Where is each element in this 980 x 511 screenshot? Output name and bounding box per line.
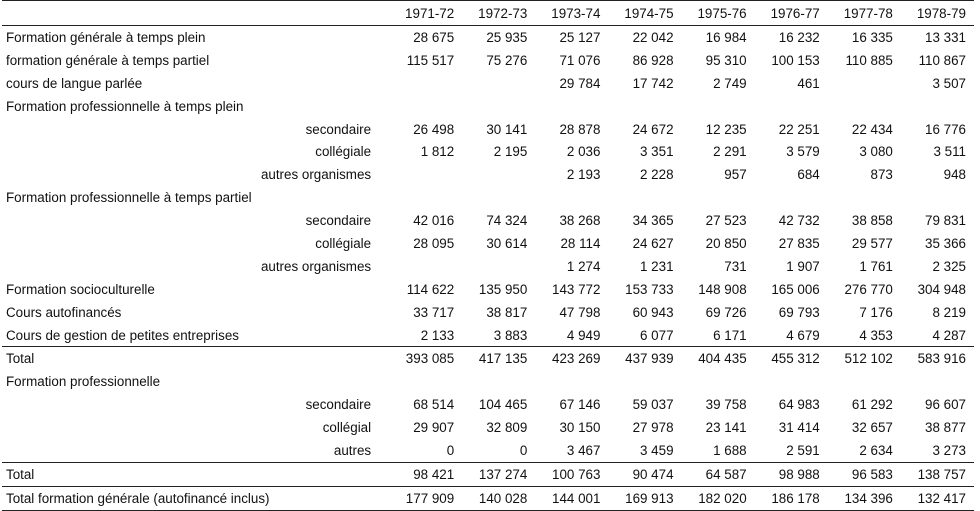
value-cell: 25 935 xyxy=(486,29,528,45)
value-cell: 437 939 xyxy=(608,347,681,370)
value-cell: 16 776 xyxy=(925,121,966,137)
value-cell: 13 331 xyxy=(925,29,966,45)
value-cell: 12 235 xyxy=(705,121,747,137)
value-cell: 86 928 xyxy=(632,52,674,68)
table-row xyxy=(2,439,974,462)
row-sublabel: collégial xyxy=(322,420,372,436)
value-cell: 27 978 xyxy=(632,420,674,436)
value-cell xyxy=(462,163,535,186)
row-sublabel: autres organismes xyxy=(260,167,372,183)
value-cell: 144 001 xyxy=(535,486,608,510)
value-cell: 16 232 xyxy=(778,29,820,45)
value-cell xyxy=(535,370,608,393)
value-cell: 34 365 xyxy=(632,213,674,229)
value-cell: 132 417 xyxy=(901,486,974,510)
value-cell: 114 622 xyxy=(406,281,455,297)
value-cell: 59 037 xyxy=(632,397,674,413)
value-cell: 731 xyxy=(724,258,747,274)
value-cell: 3 579 xyxy=(786,144,820,160)
value-cell: 28 675 xyxy=(413,29,455,45)
value-cell: 115 517 xyxy=(406,52,455,68)
table-row xyxy=(2,95,974,118)
value-cell: 96 607 xyxy=(925,397,966,413)
value-cell: 38 817 xyxy=(486,304,528,320)
table-row xyxy=(2,278,974,301)
row-label: formation générale à temps partiel xyxy=(6,52,210,68)
value-cell xyxy=(535,95,608,118)
year-header: 1974-75 xyxy=(608,1,681,26)
value-cell: 140 028 xyxy=(462,486,535,510)
value-cell: 74 324 xyxy=(486,213,528,229)
row-label: Cours de gestion de petites entreprises xyxy=(6,327,239,343)
table-row xyxy=(2,163,974,186)
table-row xyxy=(2,301,974,324)
value-cell: 17 742 xyxy=(632,75,674,91)
value-cell: 873 xyxy=(870,167,893,183)
value-cell: 47 798 xyxy=(559,304,601,320)
value-cell: 35 366 xyxy=(925,235,966,251)
value-cell xyxy=(901,95,974,118)
value-cell: 1 907 xyxy=(786,258,820,274)
value-cell: 96 583 xyxy=(828,462,901,486)
value-cell: 1 688 xyxy=(713,442,747,458)
value-cell: 100 763 xyxy=(535,462,608,486)
value-cell: 100 153 xyxy=(771,52,820,68)
value-cell: 98 988 xyxy=(755,462,828,486)
row-label: cours de langue parlée xyxy=(6,75,143,91)
table-row xyxy=(2,324,974,347)
year-header: 1972-73 xyxy=(462,1,535,26)
value-cell: 423 269 xyxy=(535,347,608,370)
value-cell: 25 127 xyxy=(559,29,601,45)
table-row xyxy=(2,118,974,141)
value-cell xyxy=(755,186,828,209)
row-sublabel: secondaire xyxy=(305,121,372,137)
value-cell: 165 006 xyxy=(771,281,820,297)
value-cell: 26 498 xyxy=(413,121,455,137)
value-cell: 38 858 xyxy=(851,213,893,229)
value-cell xyxy=(389,95,462,118)
table-row xyxy=(2,393,974,416)
value-cell: 1 812 xyxy=(420,144,455,160)
value-cell: 69 793 xyxy=(778,304,820,320)
value-cell xyxy=(682,95,755,118)
table-row xyxy=(2,186,974,209)
value-cell: 2 228 xyxy=(640,167,674,183)
value-cell: 28 095 xyxy=(413,235,455,251)
value-cell: 143 772 xyxy=(552,281,601,297)
value-cell: 169 913 xyxy=(608,486,681,510)
value-cell xyxy=(755,95,828,118)
value-cell: 98 421 xyxy=(389,462,462,486)
value-cell: 39 758 xyxy=(705,397,747,413)
row-sublabel: autres organismes xyxy=(260,258,372,274)
value-cell: 23 141 xyxy=(705,420,747,436)
value-cell: 71 076 xyxy=(559,52,601,68)
value-cell: 177 909 xyxy=(389,486,462,510)
value-cell xyxy=(389,186,462,209)
value-cell xyxy=(462,72,535,95)
value-cell: 32 657 xyxy=(851,420,893,436)
value-cell: 417 135 xyxy=(462,347,535,370)
value-cell: 134 396 xyxy=(828,486,901,510)
table-body xyxy=(2,26,974,511)
value-cell: 3 459 xyxy=(640,442,674,458)
value-cell: 27 523 xyxy=(705,213,747,229)
value-cell xyxy=(535,186,608,209)
header-row xyxy=(2,1,974,26)
row-sublabel: collégiale xyxy=(315,235,372,251)
value-cell: 2 193 xyxy=(566,167,601,183)
value-cell: 957 xyxy=(724,167,747,183)
value-cell: 153 733 xyxy=(625,281,674,297)
value-cell: 68 514 xyxy=(413,397,455,413)
value-cell: 30 141 xyxy=(486,121,528,137)
value-cell: 1 231 xyxy=(640,258,674,274)
row-label: Total formation générale (autofinancé inclus) xyxy=(2,486,389,510)
value-cell: 137 274 xyxy=(462,462,535,486)
table-row xyxy=(2,49,974,72)
value-cell: 28 114 xyxy=(560,235,601,251)
row-sublabel: collégiale xyxy=(315,144,372,160)
value-cell: 29 784 xyxy=(559,75,601,91)
value-cell: 455 312 xyxy=(755,347,828,370)
value-cell xyxy=(901,186,974,209)
table-row xyxy=(2,209,974,232)
table-row xyxy=(2,347,974,370)
row-label: Formation professionnelle à temps partiel xyxy=(6,190,252,206)
value-cell: 22 042 xyxy=(632,29,674,45)
row-label: Formation socioculturelle xyxy=(6,281,155,297)
value-cell: 29 907 xyxy=(413,420,455,436)
value-cell: 60 943 xyxy=(632,304,674,320)
value-cell xyxy=(901,370,974,393)
value-cell: 67 146 xyxy=(559,397,601,413)
value-cell: 27 835 xyxy=(778,235,820,251)
value-cell: 3 507 xyxy=(932,75,966,91)
year-header: 1973-74 xyxy=(535,1,608,26)
value-cell: 22 251 xyxy=(778,121,820,137)
value-cell xyxy=(828,72,901,95)
value-cell: 1 274 xyxy=(566,258,601,274)
value-cell: 182 020 xyxy=(682,486,755,510)
table-row xyxy=(2,486,974,510)
value-cell: 393 085 xyxy=(389,347,462,370)
value-cell: 3 511 xyxy=(933,144,966,160)
value-cell: 24 672 xyxy=(632,121,674,137)
value-cell: 24 627 xyxy=(632,235,674,251)
table-row xyxy=(2,416,974,439)
value-cell: 2 749 xyxy=(713,75,747,91)
value-cell: 61 292 xyxy=(851,397,893,413)
value-cell: 75 276 xyxy=(486,52,528,68)
value-cell xyxy=(682,370,755,393)
row-label: Cours autofinancés xyxy=(6,304,122,320)
value-cell: 1 761 xyxy=(859,258,893,274)
value-cell: 684 xyxy=(797,167,820,183)
value-cell: 583 916 xyxy=(901,347,974,370)
value-cell: 38 268 xyxy=(559,213,601,229)
row-sublabel: secondaire xyxy=(305,213,372,229)
table-row xyxy=(2,140,974,163)
value-cell: 7 176 xyxy=(859,304,893,320)
year-header: 1977-78 xyxy=(828,1,901,26)
value-cell xyxy=(462,255,535,278)
value-cell xyxy=(755,370,828,393)
value-cell: 31 414 xyxy=(778,420,820,436)
value-cell: 2 591 xyxy=(786,442,820,458)
value-cell: 2 291 xyxy=(713,144,747,160)
value-cell: 38 877 xyxy=(925,420,966,436)
year-header: 1975-76 xyxy=(682,1,755,26)
value-cell: 3 883 xyxy=(493,327,528,343)
value-cell xyxy=(828,95,901,118)
value-cell: 0 xyxy=(519,442,528,458)
value-cell: 2 036 xyxy=(566,144,601,160)
value-cell: 33 717 xyxy=(413,304,455,320)
table-row xyxy=(2,462,974,486)
value-cell: 4 287 xyxy=(932,327,966,343)
value-cell: 186 178 xyxy=(755,486,828,510)
value-cell: 3 273 xyxy=(932,442,966,458)
value-cell: 16 984 xyxy=(705,29,747,45)
value-cell: 3 351 xyxy=(640,144,674,160)
row-label: Formation professionnelle xyxy=(6,374,161,390)
value-cell: 42 016 xyxy=(413,213,455,229)
row-sublabel: secondaire xyxy=(305,397,372,413)
value-cell: 148 908 xyxy=(698,281,747,297)
table-row xyxy=(2,72,974,95)
row-label: Formation professionnelle à temps plein xyxy=(6,98,244,114)
value-cell: 42 732 xyxy=(778,213,820,229)
value-cell: 6 171 xyxy=(713,327,747,343)
value-cell xyxy=(682,186,755,209)
value-cell: 0 xyxy=(446,442,455,458)
value-cell xyxy=(608,370,681,393)
value-cell: 4 679 xyxy=(786,327,820,343)
value-cell: 30 614 xyxy=(486,235,528,251)
value-cell: 304 948 xyxy=(917,281,966,297)
table-row xyxy=(2,232,974,255)
value-cell: 16 335 xyxy=(851,29,893,45)
value-cell: 29 577 xyxy=(851,235,893,251)
value-cell: 64 587 xyxy=(682,462,755,486)
value-cell: 110 885 xyxy=(845,52,893,68)
row-sublabel: autres xyxy=(333,442,372,458)
value-cell xyxy=(608,186,681,209)
value-cell: 104 465 xyxy=(478,397,528,413)
value-cell: 512 102 xyxy=(828,347,901,370)
value-cell xyxy=(828,186,901,209)
value-cell: 461 xyxy=(797,75,820,91)
value-cell: 2 133 xyxy=(420,327,455,343)
value-cell xyxy=(389,163,462,186)
value-cell: 135 950 xyxy=(478,281,528,297)
row-label: Total xyxy=(2,462,389,486)
value-cell: 6 077 xyxy=(640,327,674,343)
value-cell: 4 353 xyxy=(859,327,893,343)
year-header: 1978-79 xyxy=(901,1,974,26)
value-cell: 4 949 xyxy=(566,327,601,343)
table-row xyxy=(2,26,974,49)
value-cell xyxy=(462,186,535,209)
value-cell xyxy=(389,370,462,393)
value-cell: 2 634 xyxy=(859,442,893,458)
value-cell: 22 434 xyxy=(851,121,893,137)
value-cell xyxy=(389,255,462,278)
value-cell xyxy=(462,95,535,118)
value-cell: 79 831 xyxy=(925,213,966,229)
row-label: Formation générale à temps plein xyxy=(6,29,206,45)
value-cell: 69 726 xyxy=(705,304,747,320)
value-cell: 3 467 xyxy=(566,442,601,458)
value-cell xyxy=(462,370,535,393)
value-cell: 20 850 xyxy=(705,235,747,251)
year-header: 1971-72 xyxy=(389,1,462,26)
value-cell: 95 310 xyxy=(705,52,747,68)
value-cell: 8 219 xyxy=(932,304,966,320)
value-cell: 276 770 xyxy=(844,281,893,297)
table-row xyxy=(2,255,974,278)
value-cell: 3 080 xyxy=(859,144,893,160)
value-cell xyxy=(828,370,901,393)
value-cell: 30 150 xyxy=(559,420,601,436)
year-header: 1976-77 xyxy=(755,1,828,26)
value-cell: 64 983 xyxy=(778,397,820,413)
value-cell: 28 878 xyxy=(559,121,601,137)
value-cell xyxy=(608,95,681,118)
value-cell: 32 809 xyxy=(486,420,528,436)
header-label-cell xyxy=(2,1,389,26)
value-cell: 2 195 xyxy=(493,144,528,160)
value-cell: 404 435 xyxy=(682,347,755,370)
table-row xyxy=(2,370,974,393)
value-cell: 2 325 xyxy=(932,258,966,274)
value-cell: 138 757 xyxy=(901,462,974,486)
row-label: Total xyxy=(2,347,389,370)
value-cell xyxy=(389,72,462,95)
value-cell: 90 474 xyxy=(608,462,681,486)
value-cell: 110 867 xyxy=(918,52,966,68)
value-cell: 948 xyxy=(943,167,966,183)
statistics-table xyxy=(2,0,974,511)
